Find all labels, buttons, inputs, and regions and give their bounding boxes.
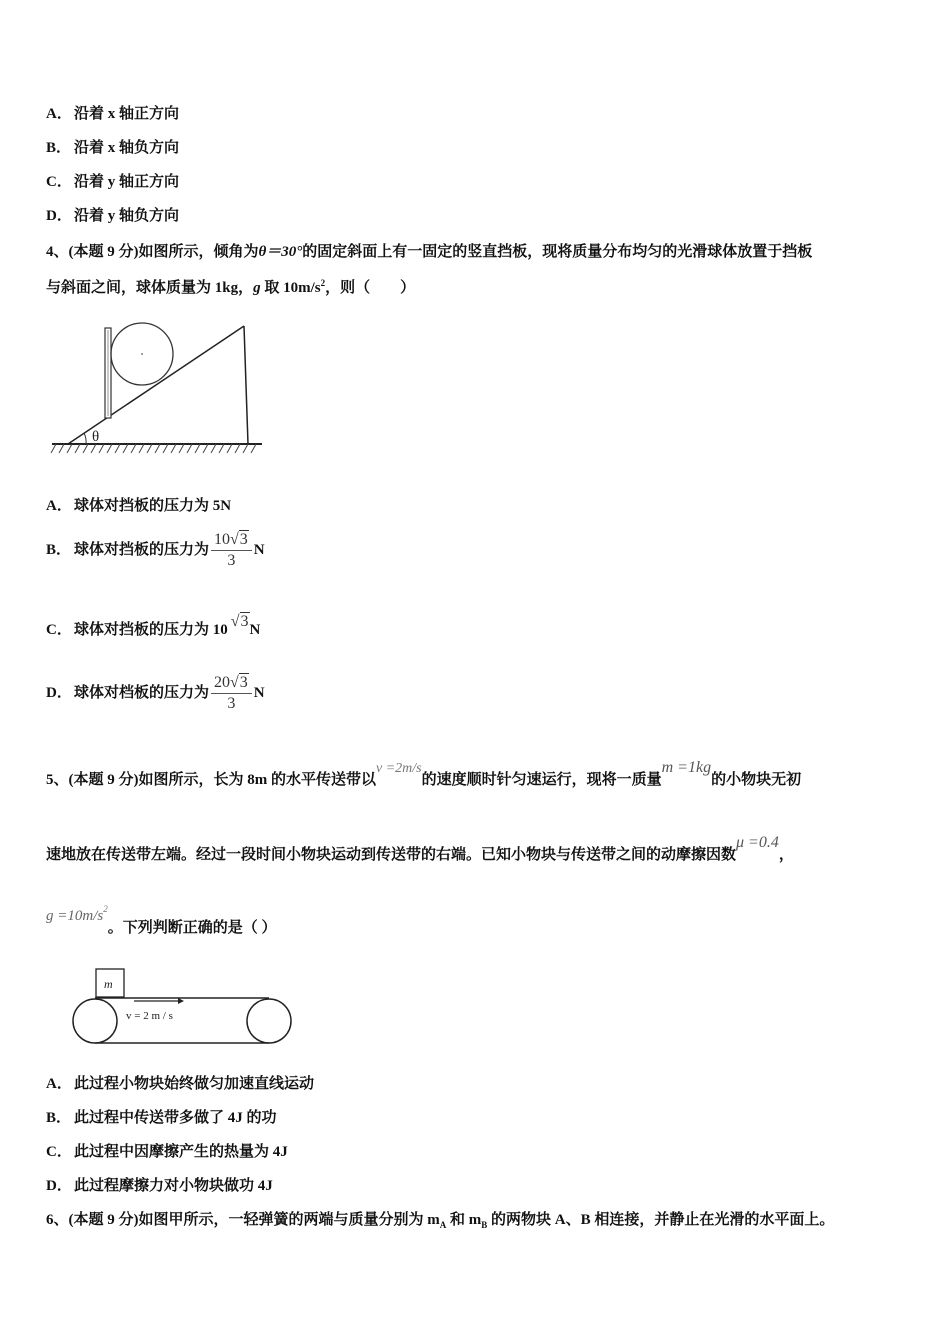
incline-figure	[50, 310, 270, 460]
q4-option-d: D． 球体对档板的压力为 $\frac{20√3}{3}$ N	[46, 674, 265, 712]
q6-stem: 6、(本题 9 分)如图甲所示，一轻弹簧的两端与质量分别为 $m_A$ 和 $m_B$ 的两物块 A、B 相连接，并静止在光滑的水平面上。	[46, 1212, 835, 1230]
q5-option-a: A． 此过程小物块始终做匀加速直线运动	[46, 1076, 315, 1092]
q5-option-c: C． 此过程中因摩擦产生的热量为 4J	[46, 1144, 288, 1160]
q4-option-b: B． 球体对挡板的压力为 $\frac{10√3}{3}$ N	[46, 531, 265, 569]
q4-stem-line1: 4、(本题 9 分)如图所示，倾角为θ＝30°的固定斜面上有一固定的竖直挡板，现将质量分布均匀的光滑球体放置于挡板	[46, 244, 813, 260]
q5-stem-line1: 5、(本题 9 分)如图所示，长为 8m 的水平传送带以v =2m/s的速度顺时针匀速运行，现将一质量m =1kg的小物块无初	[46, 759, 802, 788]
q5-stem-line3: $g =10m/s^2$。下列判断正确的是（ ）	[46, 904, 277, 936]
speed-label: v = 2 m / s	[126, 1010, 173, 1022]
q4-option-a: A． 球体对挡板的压力为 5N	[46, 498, 232, 514]
q3-option-b: B． 沿着 x 轴负方向	[46, 140, 180, 156]
fraction-d: $\frac{20√3}{3}$	[211, 673, 252, 714]
q3-option-c: C． 沿着 y 轴正方向	[46, 174, 180, 190]
conveyor-figure	[68, 965, 298, 1047]
fraction-b: $\frac{10√3}{3}$	[211, 530, 252, 571]
block-label: m	[104, 977, 113, 991]
q3-option-d: D． 沿着 y 轴负方向	[46, 208, 180, 224]
q3-option-a: A． 沿着 x 轴正方向	[46, 106, 180, 122]
q5-stem-line2: 速地放在传送带左端。经过一段时间小物块运动到传送带的右端。已知小物块与传送带之间的动摩擦因数μ =0.4，	[46, 834, 794, 863]
q5-option-d: D． 此过程摩擦力对小物块做功 4J	[46, 1178, 273, 1194]
q4-stem-line2: 与斜面之间，球体质量为 1kg，g 取 $10m/s^2$，则（ ）	[46, 278, 416, 296]
q5-option-b: B． 此过程中传送带多做了 4J 的功	[46, 1110, 277, 1126]
q4-option-c: C． 球体对挡板的压力为 10 √3N	[46, 613, 261, 638]
theta-label: θ	[92, 429, 100, 445]
